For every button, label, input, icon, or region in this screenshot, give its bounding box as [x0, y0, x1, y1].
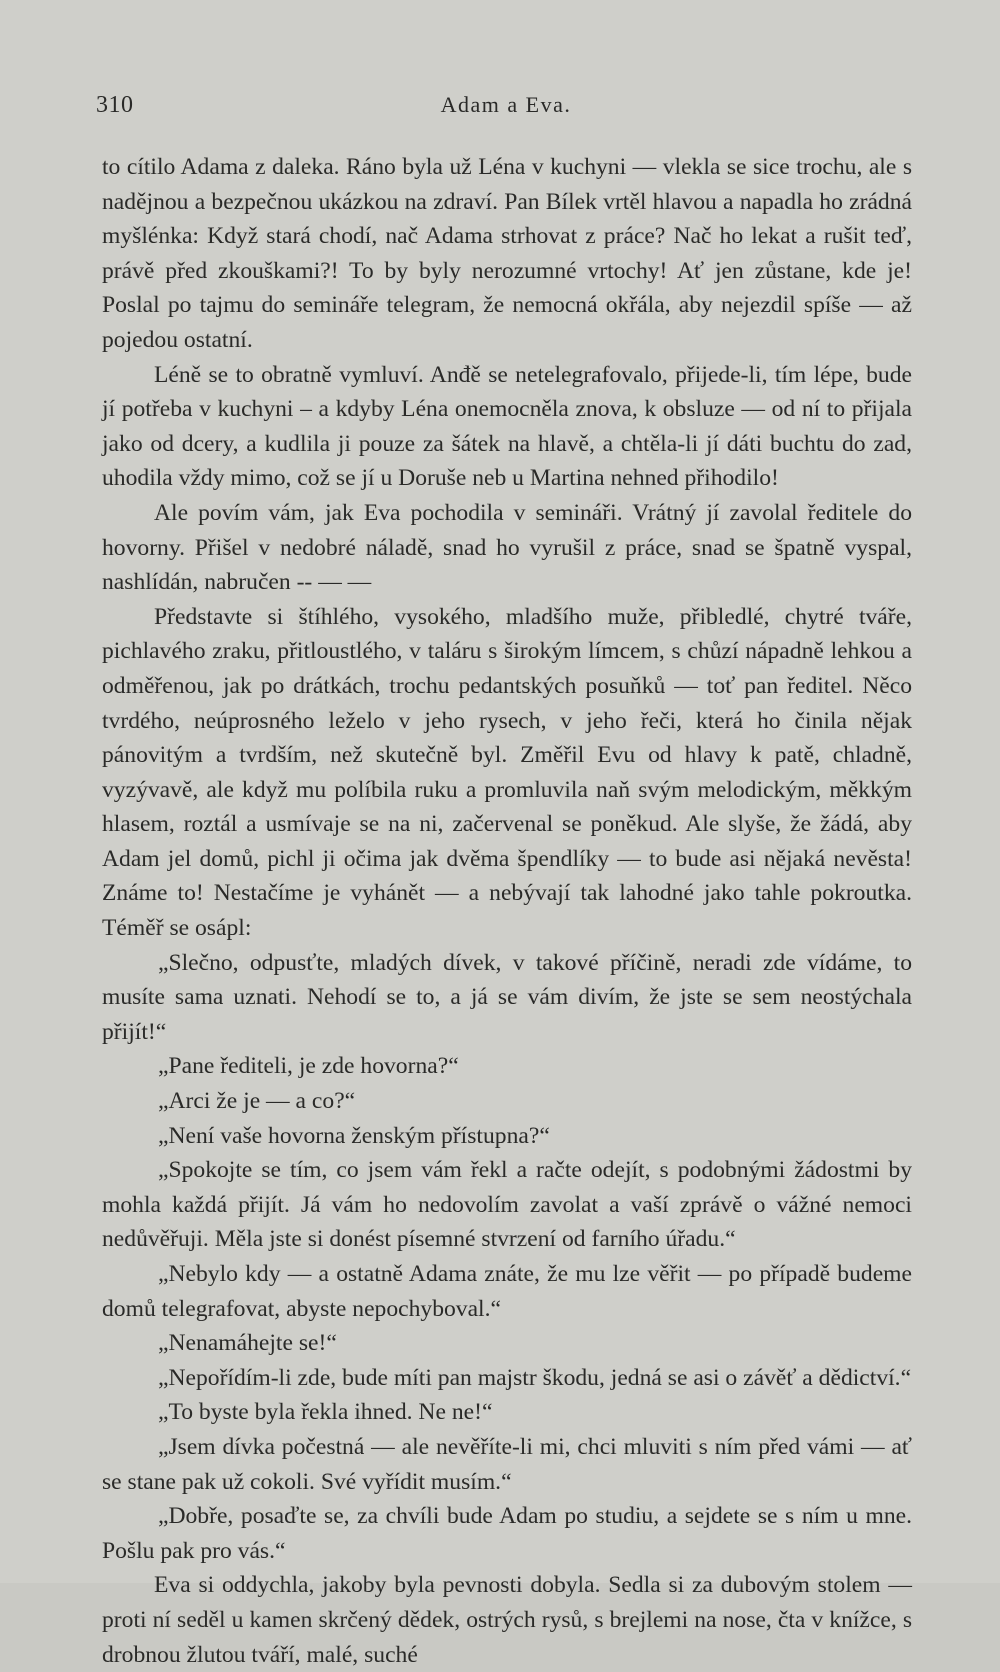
dialogue-line: „Jsem dívka počestná — ale nevěříte-li mi, chci mluviti s ním před vámi — ať se stane pak už cokoli. Své vyřídit musím.“	[102, 1433, 912, 1495]
page-number: 310	[96, 92, 134, 118]
paragraph: to cítilo Adama z daleka. Ráno byla už Léna v kuchyni — vlekla se sice trochu, ale s nadějnou a bezpečnou ukázkou na zdraví. Pan Bílek vrtěl hlavou a napadla ho zrádná myšlénka: Když stará chodí, nač Adama strhovat z práce? Nač ho lekat a rušit teď, právě před zkouškami?! To by byly nerozumné vrtochy! Ať jen zůstane, kde je! Poslal po tajmu do semináře telegram, že nemocná okřála, aby nejezdil spíše — až pojedou ostatní.	[102, 154, 912, 353]
dialogue-line: „Nepořídím-li zde, bude míti pan majstr škodu, jedná se asi o závěť a dědictví.“	[158, 1364, 912, 1391]
dialogue-line: „Nebylo kdy — a ostatně Adama znáte, že mu lze věřit — po případě budeme domů telegrafovat, abyste nepochyboval.“	[102, 1261, 912, 1322]
dialogue-line: „Dobře, posaďte se, za chvíli bude Adam po studiu, a sejdete se s ním u mne. Pošlu pak pro vás.“	[102, 1503, 912, 1564]
paragraph: Léně se to obratně vymluví. Anđě se netelegrafovalo, přijede-li, tím lépe, bude jí potřeba v kuchyni – a kdyby Léna onemocněla znova, k obsluze — od ní to přijala jako od dcery, a kudlila ji pouze za šátek na hlavě, a chtěla-li jí dáti buchtu do zad, uhodila vždy mimo, což se jí u Doruše neb u Martina nehned přihodilo!	[102, 361, 912, 492]
dialogue-line: „Spokojte se tím, co jsem vám řekl a račte odejít, s podobnými žádostmi by mohla každá přijít. Já vám ho nedovolím zavolat a vaší zprávě o vážné nemoci nedůvěřuji. Měla jste si donést písemné stvrzení od farního úřadu.“	[102, 1157, 912, 1253]
dialogue-line: „Arci že je — a co?“	[158, 1088, 356, 1115]
dialogue-line: „Pane řediteli, je zde hovorna?“	[158, 1053, 459, 1080]
paragraph: Představte si štíhlého, vysokého, mladšího muže, přibledlé, chytré tváře, pichlavého zraku, přitloustlého, v taláru s širokým límcem, s chůzí nápadně lehkou a odměřenou, jak po drátkách, trochu pedantských posuňků — toť pan ředitel. Něco tvrdého, neúprosného leželo v jeho rysech, v jeho řeči, která ho činila nějak pánovitým a tvrdším, než skutečně byl. Změřil Evu od hlavy k patě, chladně, vyzývavě, ale když mu políbila ruku a promluvila naň svým melodickým, měkkým hlasem, roztál a usmívaje se na ni, začervenal se poněkud. Ale slyše, že žádá, aby Adam jel domů, pichl ji očima jak dvěma špendlíky — to bude asi nějaká nevěsta! Známe to! Nestačíme je vyhánět — a nebývají tak lahodné jako tahle pokroutka. Téměř se osápl:	[102, 603, 912, 942]
paragraph: Eva si oddychla, jakoby byla pevnosti dobyla. Sedla si za dubovým stolem — proti ní seděl u kamen skrčený dědek, ostrých rysů, s brejlemi na nose, čta v knížce, s drobnou žlutou tváří, malé, suché	[102, 1572, 912, 1668]
body-text	[102, 150, 912, 1672]
paragraph: Ale povím vám, jak Eva pochodila v semináři. Vrátný jí zavolal ředitele do hovorny. Přišel v nedobré náladě, snad ho vyrušil z práce, snad se špatně vyspal, nashlídán, nabručen -- — —	[102, 499, 912, 596]
running-title: Adam a Eva.	[440, 92, 572, 117]
dialogue-line: „Slečno, odpusťte, mladých dívek, v takové příčině, neradi zde vídáme, to musíte sama uznati. Nehodí se to, a já se vám divím, že jste se sem neostýchala přijít!“	[102, 949, 912, 1045]
dialogue-line: „To byste byla řekla ihned. Ne ne!“	[158, 1399, 493, 1426]
dialogue-line: „Nenamáhejte se!“	[158, 1330, 337, 1357]
page-header	[96, 92, 916, 132]
dialogue-line: „Není vaše hovorna ženským přístupna?“	[158, 1122, 550, 1149]
